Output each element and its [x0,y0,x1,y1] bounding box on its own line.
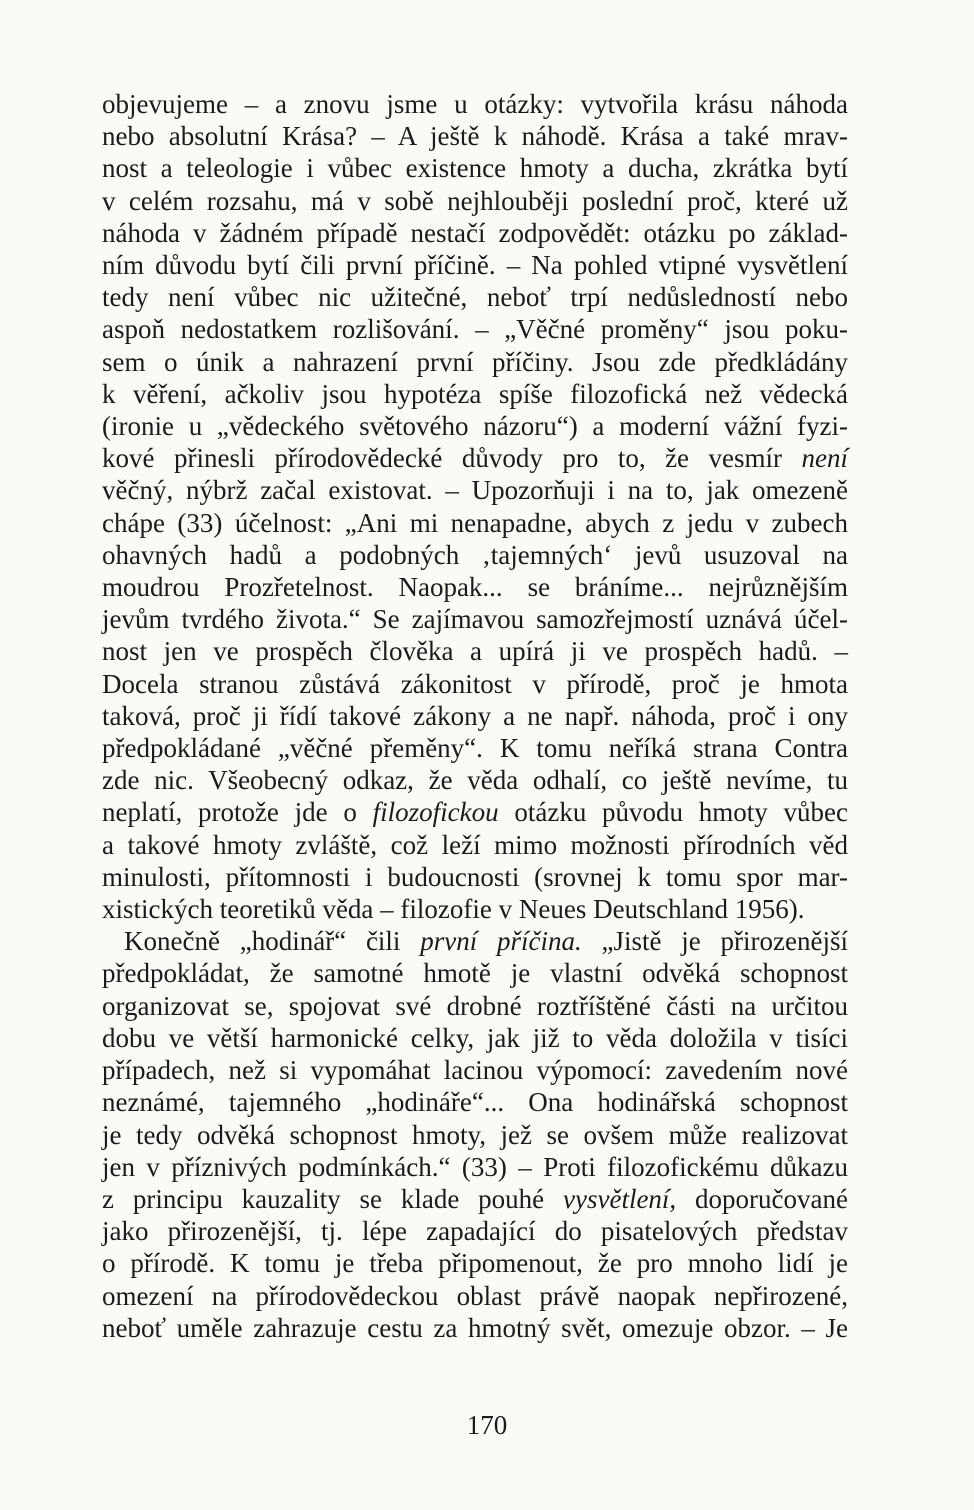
text-line [102,474,848,506]
text-line [102,668,848,700]
text-segment: (ironie u „vědeckého světového názoru“) a moderní vážní fyzi- [102,411,848,442]
text-line [102,990,848,1022]
text-line [102,571,848,603]
text-line [102,217,848,249]
italic-text: není [801,443,848,474]
text-line [102,1183,848,1215]
text-segment: doporučované [676,1183,848,1214]
text-line [102,796,848,828]
text-segment: chápe (33) účelnost: „Ani mi nenapadne, abych z jedu v zubech [102,507,848,538]
text-line [102,1119,848,1151]
text-segment: neznámé, tajemného „hodináře“... Ona hodinářská schopnost [102,1087,848,1118]
text-line [102,1086,848,1118]
text-line [102,603,848,635]
italic-text: filozofickou [372,797,499,828]
text-segment: nost a teleologie i vůbec existence hmoty a ducha, zkrátka bytí [102,153,848,184]
text-segment: a takové hmoty zvláště, což leží mimo možnosti přírodních věd [102,829,848,860]
text-line [102,1280,848,1312]
text-segment: dobu ve větší harmonické celky, jak již to věda doložila v tisíci [102,1022,848,1053]
text-segment: předpokládat, že samotné hmotě je vlastní odvěká schopnost [102,958,848,989]
page-number: 170 [466,1410,508,1440]
text-segment: xistických teoretiků věda – filozofie v Neues Deutschland 1956). [102,894,805,925]
body-text [102,88,848,1344]
text-segment: k věření, ačkoliv jsou hypotéza spíše filozofická než vědecká [102,378,848,409]
text-segment: v celém rozsahu, má v sobě nejhlouběji poslední proč, které už [102,185,848,216]
text-line [102,764,848,796]
text-line [102,1215,848,1247]
text-line [102,925,848,957]
text-segment: ním důvodu bytí čili první příčině. – Na pohled vtipné vysvětlení [102,250,848,281]
text-line [102,313,848,345]
text-segment: náhoda v žádném případě nestačí zodpovědět: otázku po základ- [102,217,848,248]
text-segment: otázku původu hmoty vůbec [498,797,848,828]
text-line [102,539,848,571]
text-segment: sem o únik a nahrazení první příčiny. Jsou zde předkládány [102,346,848,377]
text-segment: o přírodě. K tomu je třeba připomenout, že pro mnoho lidí je [102,1248,848,1279]
text-segment: nost jen ve prospěch člověka a upírá ji ve prospěch hadů. – [102,636,848,667]
text-line [102,893,848,925]
text-line [102,732,848,764]
text-segment: kové přinesli přírodovědecké důvody pro to, že vesmír [102,443,802,474]
text-line [102,635,848,667]
text-line [102,829,848,861]
text-segment: organizovat se, spojovat své drobné roztříštěné části na určitou [102,990,848,1021]
text-line [102,281,848,313]
text-segment: neplatí, protože jde o [102,797,373,828]
text-segment: z principu kauzality se klade pouhé [102,1183,563,1214]
text-line [102,410,848,442]
text-segment: neboť uměle zahrazuje cestu za hmotný svět, omezuje obzor. – Je [102,1312,848,1343]
text-segment: případech, než si vypomáhat lacinou výpomocí: zavedením nové [102,1055,848,1086]
text-line [102,88,848,120]
italic-text: první příčina. [420,926,582,957]
text-line [102,1151,848,1183]
text-segment: tedy není vůbec nic užitečné, neboť trpí nedůsledností nebo [102,282,848,313]
text-segment: „Jistě je přirozenější [581,926,848,957]
text-segment: předpokládané „věčné přeměny“. K tomu neříká strana Contra [102,733,848,764]
text-line [102,185,848,217]
text-segment: Konečně „hodinář“ čili [124,926,421,957]
text-line [102,1312,848,1344]
text-segment: nebo absolutní Krása? – A ještě k náhodě. Krása a také mrav- [102,121,848,152]
text-segment: jako přirozenější, tj. lépe zapadající do pisatelových představ [102,1216,848,1247]
text-line [102,378,848,410]
text-segment: ohavných hadů a podobných ‚tajemných‘ jevů usuzoval na [102,539,848,570]
text-line [102,1247,848,1279]
text-line [102,507,848,539]
text-line [102,152,848,184]
text-segment: zde nic. Všeobecný odkaz, že věda odhalí, co ještě nevíme, tu [102,765,848,796]
text-line [102,957,848,989]
text-segment: moudrou Prozřetelnost. Naopak... se bráníme... nejrůznějším [102,572,848,603]
text-segment: objevujeme – a znovu jsme u otázky: vytvořila krásu náhoda [102,89,848,119]
text-segment: je tedy odvěká schopnost hmoty, jež se ovšem může realizovat [102,1119,848,1150]
text-segment: jen v příznivých podmínkách.“ (33) – Proti filozofickému důkazu [102,1151,848,1182]
text-segment: věčný, nýbrž začal existovat. – Upozorňuji i na to, jak omezeně [102,475,848,506]
text-segment: aspoň nedostatkem rozlišování. – „Věčné proměny“ jsou poku- [102,314,848,345]
text-line [102,1054,848,1086]
text-segment: taková, proč ji řídí takové zákony a ne např. náhoda, proč i ony [102,700,848,731]
italic-text: vysvětlení, [563,1183,677,1214]
text-segment: omezení na přírodovědeckou oblast právě naopak nepřirozené, [102,1280,848,1311]
text-line [102,249,848,281]
text-line [102,861,848,893]
text-line [102,442,848,474]
text-segment: Docela stranou zůstává zákonitost v přírodě, proč je hmota [102,668,848,699]
text-line [102,1022,848,1054]
text-line [102,346,848,378]
text-line [102,700,848,732]
text-segment: minulosti, přítomnosti i budoucnosti (srovnej k tomu spor mar- [102,861,848,892]
text-segment: jevům tvrdého života.“ Se zajímavou samozřejmostí uznává účel- [102,604,848,635]
text-line [102,120,848,152]
